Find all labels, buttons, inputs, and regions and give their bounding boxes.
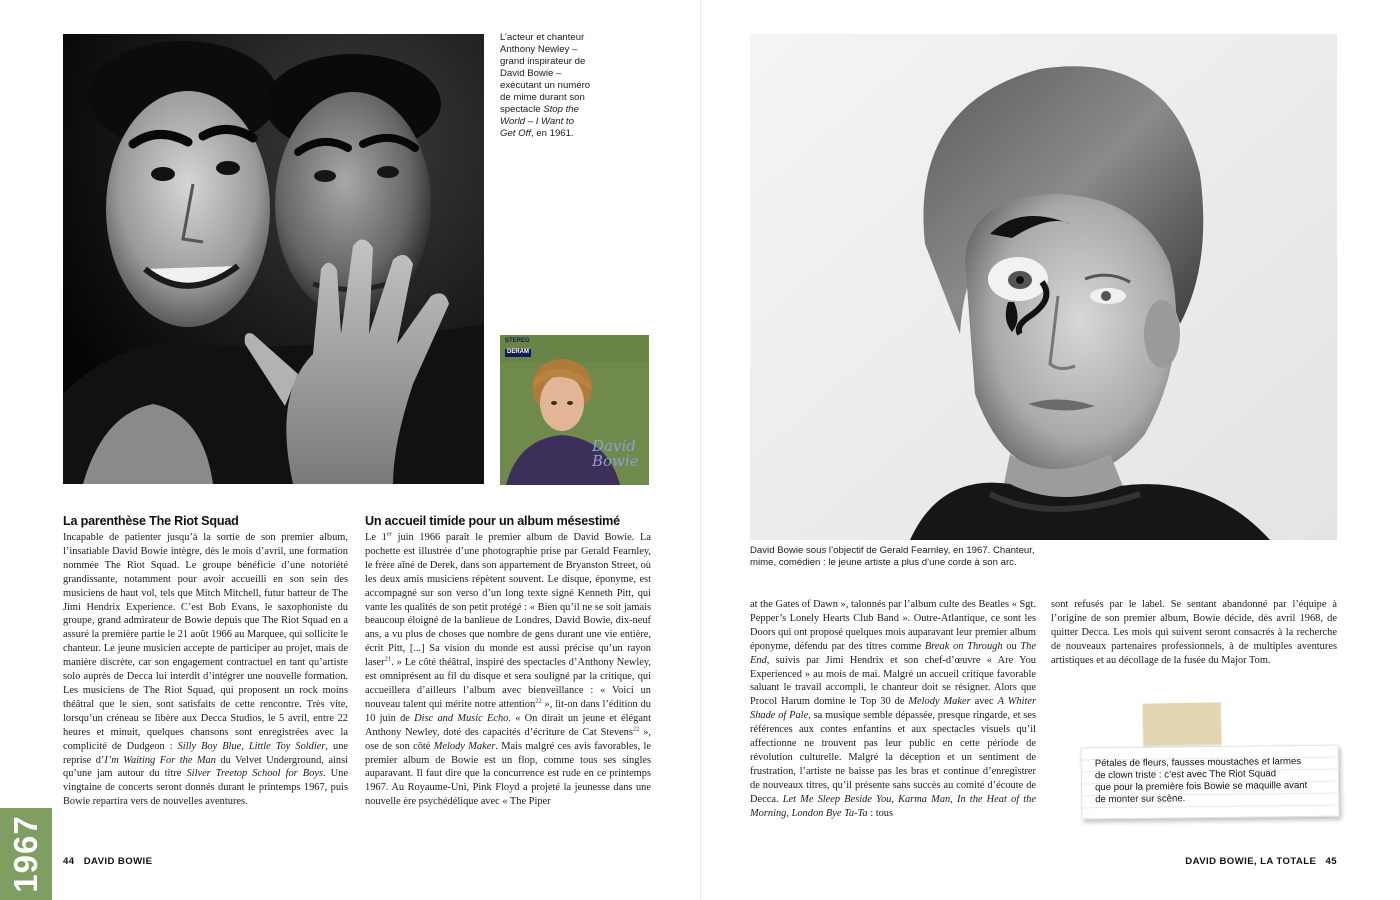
page-gutter (700, 0, 701, 900)
folio-left (63, 856, 152, 867)
section-heading-riot-squad: La parenthèse The Riot Squad (63, 514, 239, 528)
section-heading-album: Un accueil timide pour un album mésestimé (365, 514, 620, 528)
folio-right (1185, 856, 1337, 867)
page-number-left: 44 (63, 856, 75, 867)
running-title-right: DAVID BOWIE, LA TOTALE (1185, 856, 1317, 867)
year-tab (0, 808, 52, 900)
newley-mime-photo (63, 34, 484, 484)
sidebar-note-card (1081, 745, 1340, 820)
page-number-right: 45 (1325, 856, 1337, 867)
bowie-portrait-photo (750, 34, 1337, 540)
album-cover (500, 335, 649, 485)
running-title-left: DAVID BOWIE (83, 856, 153, 867)
body-column-3: at the Gates of Dawn », talonnés par l’album culte des Beatles « Sgt. Pepper’s Lonely Hearts Club Band ». Outre-Atlantique, ce sont les Doors qui ont proposé quelques mois auparavant leur premier album éponyme, défendu par des titres comme Break on Through ou The End, suivis par Jimi Hendrix et son chef-d’œuvre « Are You Experienced » au mois de mai. Malgré un accueil critique favorable saluant le travail accompli, le chanteur doit se résigner. Alors que Procol Harum domine le Top 30 de Melody Maker avec A Whiter Shade of Pale, sa musique semble dépassée, presque ringarde, et ses références aux contes enfantins et aux spectacles visuels qu’il affectionne ne trouvent pas leur public en cette période de révolution culturelle. Malgré la déception et un sentiment de frustration, l’artiste ne baisse pas les bras et continue d’enregistrer de nouveaux titres, qu’il présente sans succès au comité d’écoute de Decca. Let Me Sleep Beside You, Karma Man, In the Heat of the Morning, London Bye Ta-Ta : tous (750, 599, 1036, 819)
body-column-4: sont refusés par le label. Se sentant abandonné par l’équipe à l’origine de son premier album, Bowie décide, dès avril 1968, de quitter Decca. Les mois qui suivent seront consacrés à la recherche de nouveaux partenaires professionnels, à de multiples aventures artistiques et au décollage de la fusée du Major Tom. (1051, 599, 1337, 666)
year-tab-label: 1967 (7, 815, 44, 893)
body-column-2: Le 1er juin 1966 paraît le premier album de David Bowie. La pochette est illustrée d’une photographie prise par Gerald Fearnley, le frère aîné de Derek, dans son appartement de Bryanston Street, où les deux amis musiciens répètent souvent. Le disque, éponyme, est accompagné sur son verso d’un long texte signé Kenneth Pitt, qui vante les qualités de son petit protégé : « Bien qu’il ne se soit jamais beaucoup éloigné de la banlieue de Londres, David Bowie, dix-neuf ans, a vu plus de choses que nombre de gens durant une vie entière, écrit Pitt, [...] Sa vision du monde est aussi précise qu’un rayon laser$^{21}$. » Le côté théâtral, inspiré des spectacles d’Anthony Newley, est omniprésent au fil du disque et sera souligné par la critique, qui accueillera d’ailleurs l’album avec bienveillance : « Voici un nouveau talent qui mérite notre attention$^{22}$ », lit-on dans l’édition du 10 juin de Disc and Music Echo. « On dirait un jeune et élégant Anthony Newley, doté des capacités d’écriture de Cat Stevens$^{22}$ », ose de son côté Melody Maker. Mais malgré ces avis favorables, le premier album de Bowie est un flop, comme tous ses singles auparavant. Il faut dire que la concurrence est rude en ce printemps 1967. Au Royaume-Uni, Pink Floyd a projeté la jeunesse dans une nouvelle ère psychédélique avec « The Piper (365, 530, 652, 808)
bowie-photo-caption: David Bowie sous l’objectif de Gerald Fearnley, en 1967. Chanteur, mime, comédien : le jeune artiste a plus d’une corde à son arc. (750, 545, 1035, 568)
body-column-1: Incapable de patienter jusqu’à la sortie de son premier album, l’insatiable David Bowie intègre, dès le mois d’avril, une formation nommée The Riot Squad. Le groupe bénéficie d’une notoriété grandissante, notamment pour avoir accueilli en son sein des musiciens de haut vol, tels que Mitch Mitchell, futur batteur de The Jimi Hendrix Experience. C’est Bob Evans, le saxophoniste du groupe, grand admirateur de Bowie depuis que The Riot Squad en a assuré la première partie le 21 août 1966 au Marquee, qui sollicite le chanteur. Le jeune musicien accepte de participer au projet, mais de manière discrète, car son engagement contractuel en tant qu’artiste solo auprès de Decca lui interdit d’intégrer une nouvelle formation. Les musiciens de The Riot Squad, qui proposent un rock moins théâtral que le sien, sont satisfaits de cette rencontre. Très vite, lorsqu’un créneau se libère aux Decca Studios, le 5 avril, entre 22 heures et minuit, quelques chansons sont enregistrées avec la complicité de Dudgeon : Silly Boy Blue, Little Toy Soldier, une reprise d’I’m Waiting For the Man du Velvet Underground, ainsi qu’une jam autour du titre Silver Treetop School for Boys. Une vingtaine de concerts seront donnés durant le printemps 1967, puis Bowie repartira vers de nouvelles aventures. (63, 532, 348, 808)
masking-tape (1143, 702, 1222, 746)
album-stereo-label: STEREO (505, 338, 530, 344)
sidebar-note-text: Pétales de fleurs, fausses moustaches et larmes de clown triste : c’est avec The Riot Squad que pour la première fois Bowie se maquille avant de monter sur scène. (1094, 756, 1308, 806)
newley-photo-caption: L’acteur et chanteur Anthony Newley – grand inspirateur de David Bowie – exécutant un numéro de mime durant son spectacle Stop the World – I Want to Get Off, en 1961. (500, 32, 591, 139)
album-deram-logo: DERAM (507, 349, 529, 355)
album-artist-script: David Bowie (592, 437, 639, 470)
